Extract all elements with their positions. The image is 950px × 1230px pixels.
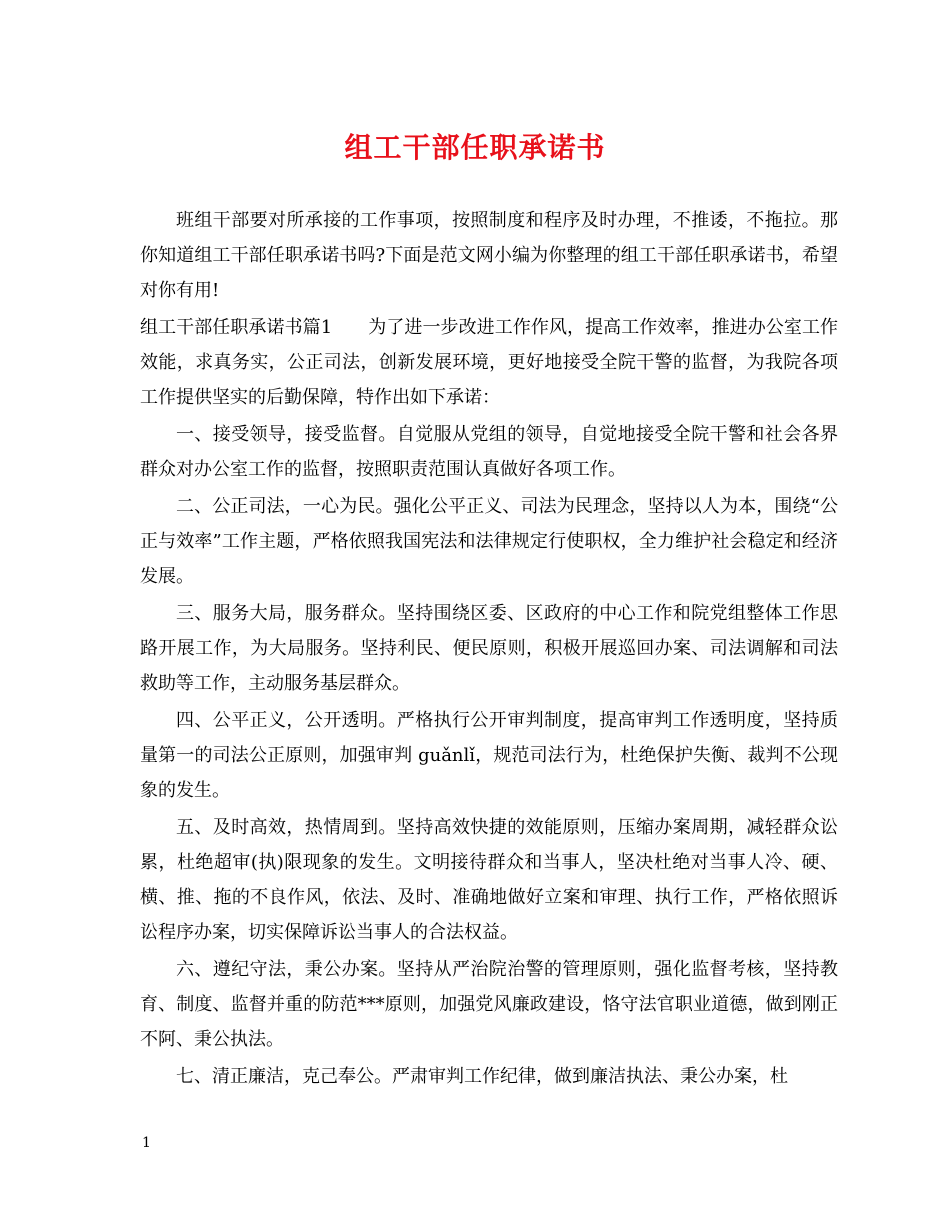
commitment-item-1: 一、接受领导，接受监督。自觉服从党组的领导，自觉地接受全院干警和社会各界群众对办公室工作的监督，按照职责范围认真做好各项工作。 (140, 424, 838, 480)
commitment-item-6: 六、遵纪守法，秉公办案。坚持从严治院治警的管理原则，强化监督考核，坚持教育、制度、监督并重的防范***原则，加强党风廉政建设，恪守法官职业道德，做到刚正不阿、秉公执法。 (140, 959, 838, 1050)
document-title: 组工干部任职承诺书 (344, 131, 606, 164)
commitment-item-2: 二、公正司法，一心为民。强化公平正义、司法为民理念，坚持以人为本，围绕“公正与效率”工作主题，严格依照我国宪法和法律规定行使职权，全力维护社会稳定和经济发展。 (140, 496, 838, 587)
article-paragraph (140, 310, 838, 415)
commitment-item-4: 四、公平正义，公开透明。严格执行公开审判制度，提高审判工作透明度，坚持质量第一的司法公正原则，加强审判 guǎnlǐ，规范司法行为，杜绝保护失衡、裁判不公现象的发生。 (140, 710, 838, 801)
commitment-item-3: 三、服务大局，服务群众。坚持围绕区委、区政府的中心工作和院党组整体工作思路开展工作，为大局服务。坚持利民、便民原则，积极开展巡回办案、司法调解和司法救助等工作，主动服务基层群众。 (140, 603, 838, 694)
article-lead: 为了进一步改进工作作风，提高工作效率，推进办公室工作效能，求真务实，公正司法，创新发展环境，更好地接受全院干警的监督，为我院各项工作提供坚实的后勤保障，特作出如下承诺： (140, 317, 839, 408)
intro-paragraph: 班组干部要对所承接的工作事项，按照制度和程序及时办理，不推诿，不拖拉。那你知道组工干部任职承诺书吗?下面是范文网小编为你整理的组工干部任职承诺书，希望对你有用! (140, 210, 838, 301)
article-heading: 组工干部任职承诺书篇1 (140, 317, 333, 338)
commitment-item-7: 七、清正廉洁，克己奉公。严肃审判工作纪律，做到廉洁执法、秉公办案，杜 (176, 1066, 788, 1087)
commitment-item-5: 五、及时高效，热情周到。坚持高效快捷的效能原则，压缩办案周期，减轻群众讼累，杜绝超审(执)限现象的发生。文明接待群众和当事人，坚决杜绝对当事人冷、硬、横、推、拖的不良作风，依法、及时、准确地做好立案和审理、执行工作，严格依照诉讼程序办案，切实保障诉讼当事人的合法权益。 (140, 817, 838, 943)
document-body (140, 203, 838, 1094)
page-number: 1 (142, 1135, 151, 1151)
